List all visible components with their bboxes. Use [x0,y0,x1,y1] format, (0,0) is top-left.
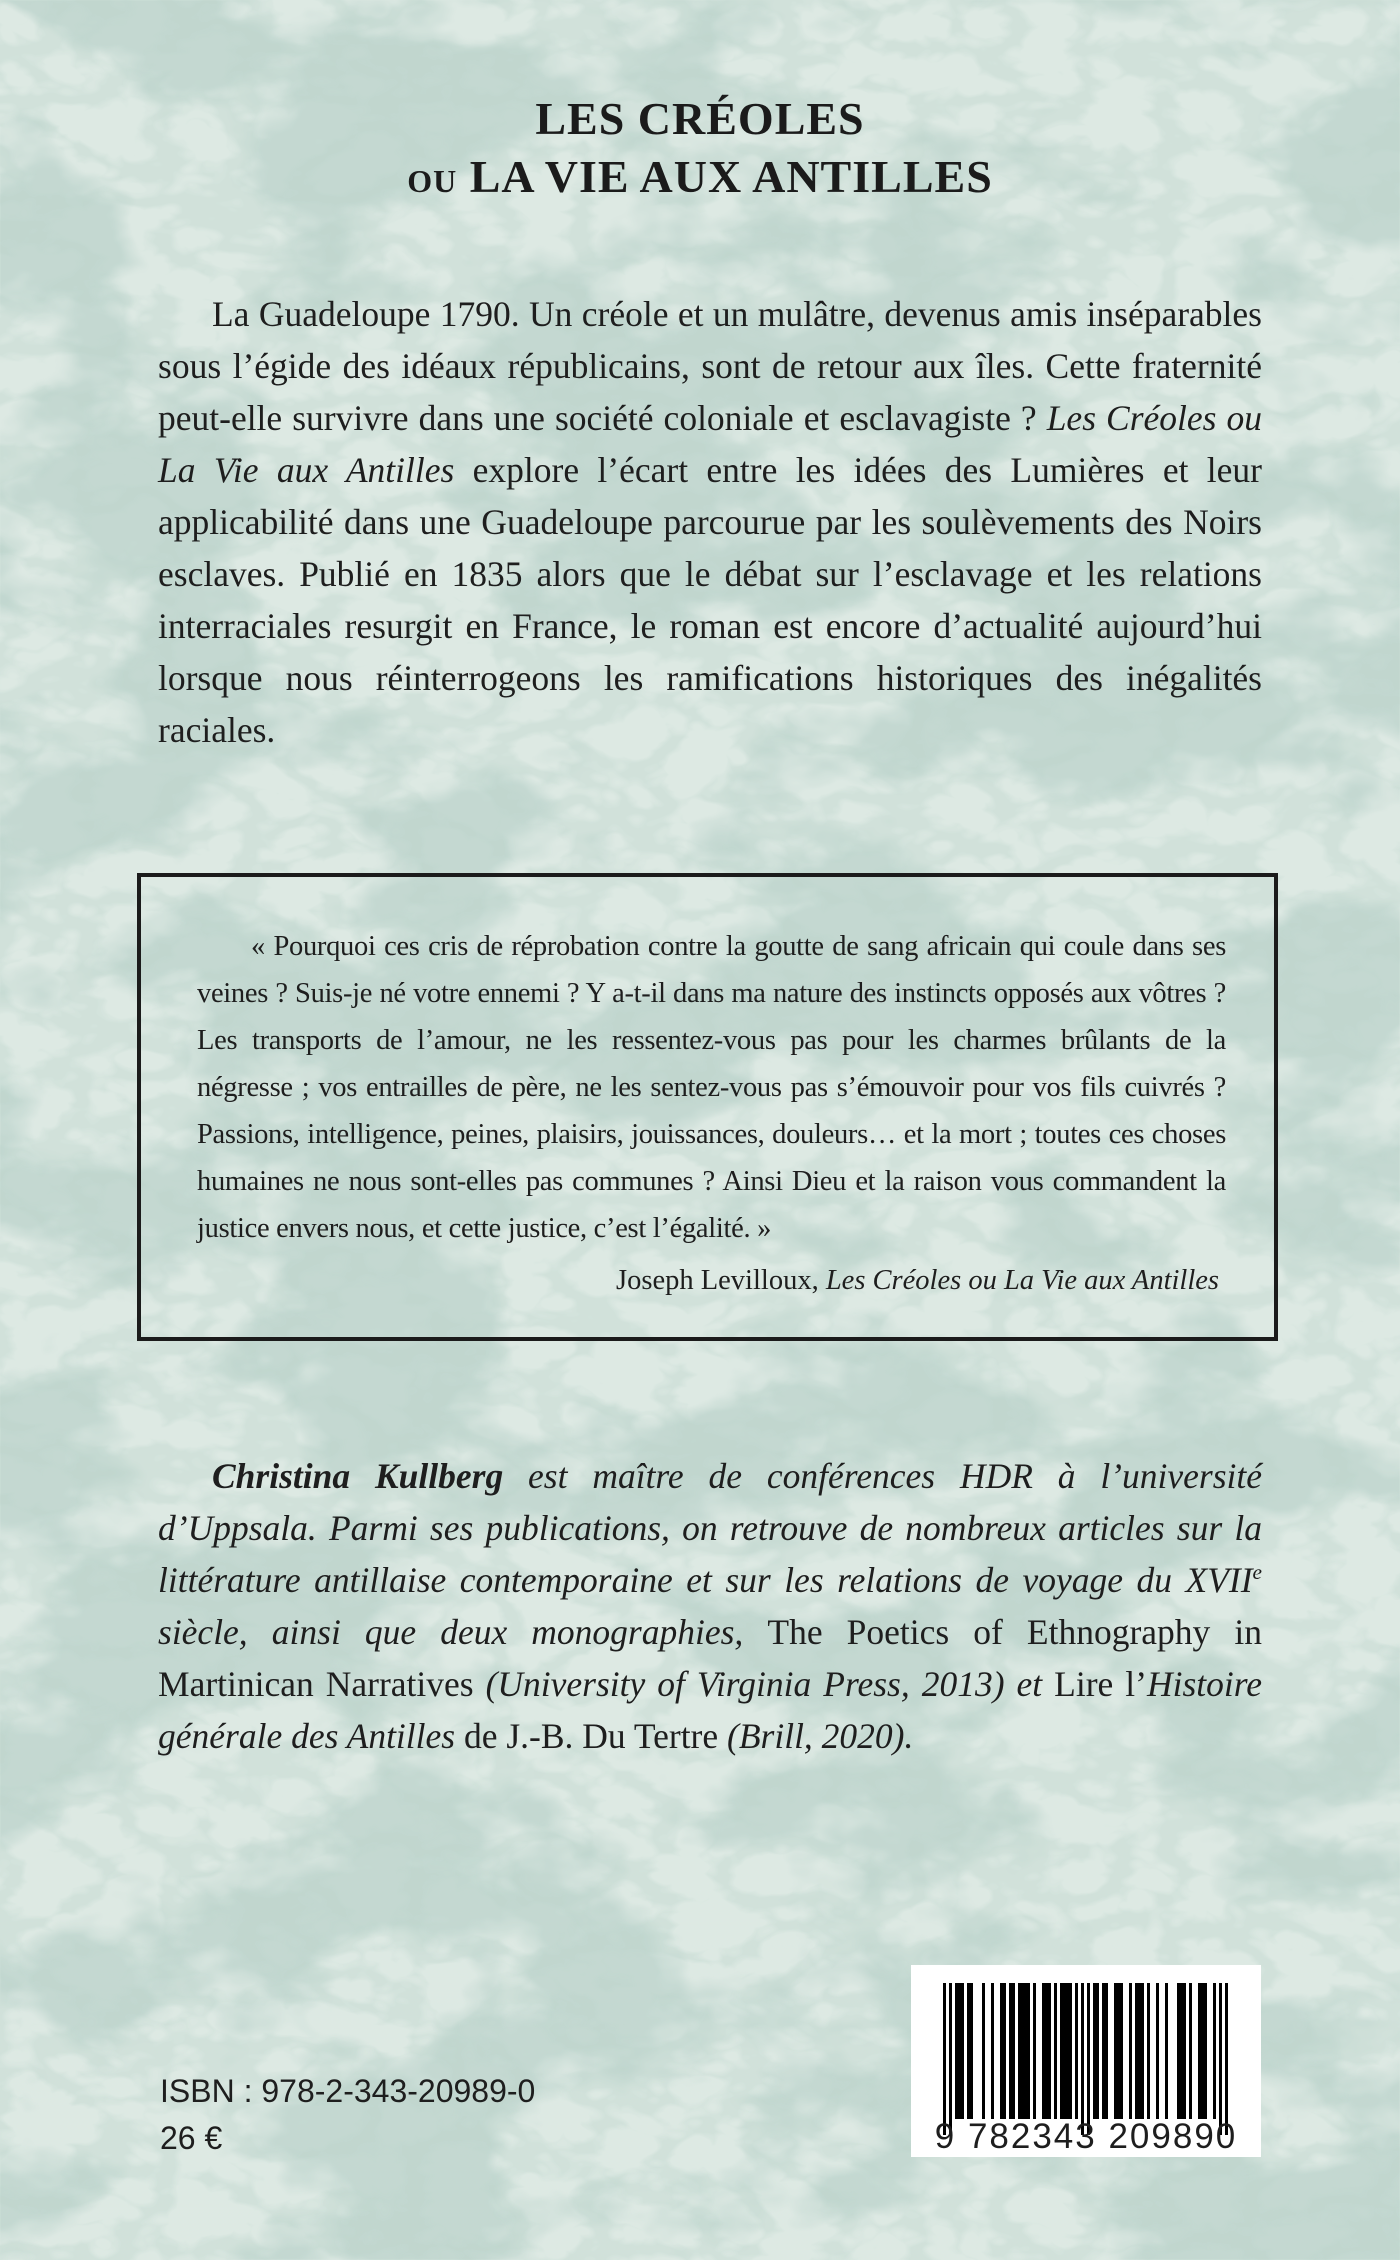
barcode-bar [1012,1983,1015,2119]
barcode-bar [1081,1983,1084,2135]
barcode-bar [1066,1983,1069,2119]
title-line-1: LES CRÉOLES [535,93,865,144]
barcode-digits: 9 782343 209890 [934,2117,1238,2156]
barcode [911,1965,1261,2157]
quote-author: Joseph Levilloux, [616,1265,826,1296]
barcode-bar [1102,1983,1105,2119]
barcode-bar [1054,1983,1057,2119]
barcode-bar [1177,1983,1180,2119]
barcode-bar [1000,1983,1003,2119]
barcode-bar [1096,1983,1099,2119]
barcode-bar [1138,1983,1141,2119]
barcode-bar [1024,1983,1027,2119]
barcode-bar [943,1983,946,2135]
barcode-bar [1105,1983,1108,2119]
barcode-bar [1189,1983,1192,2119]
barcode-bar [1156,1983,1159,2119]
blurb-book-title: Les Créoles ou La Vie aux Antilles [158,398,1263,490]
barcode-bar [1042,1983,1045,2119]
bio-and: et [1004,1664,1055,1704]
bio-book-1: The Poetics of Ethnography in Martinican Narratives [158,1612,1262,1704]
bio-superscript: e [1252,1560,1262,1585]
barcode-bar [1045,1983,1048,2119]
barcode-bar [1117,1983,1120,2119]
blurb-text-2: explore l’écart entre les idées des Lumières et leur applicabilité dans une Guadeloupe parcourue par les soulèvements des Noirs esclaves. Publié en 1835 alors que le débat sur l’esclavage et les relations interraciales resurgit en France, le roman est encore d’actualité aujourd’hui lorsque nous réinterrogeons les ramifications historiques des inégalités raciales. [158,450,1262,750]
barcode-bar [1063,1983,1066,2119]
barcode-bar [982,1983,985,2119]
quote-box [137,873,1278,1341]
barcode-bar [1183,1983,1186,2119]
barcode-bar [1120,1983,1123,2119]
barcode-bar [1060,1983,1063,2119]
barcode-bar [1129,1983,1132,2119]
author-name: Christina Kullberg [212,1456,504,1496]
bio-publisher-2: (Brill, 2020). [718,1716,914,1756]
quote-attribution [616,1265,1219,1297]
barcode-bar [967,1983,970,2119]
quote-source: Les Créoles ou La Vie aux Antilles [825,1265,1219,1296]
barcode-bar [958,1983,961,2119]
bio-book-2a: Lire l’ [1054,1664,1147,1704]
barcode-bar [1180,1983,1183,2119]
bio-book-2c: de J.-B. Du Tertre [455,1716,719,1756]
barcode-bar [1219,1983,1222,2135]
title-ou: OU [407,163,458,199]
barcode-bar [1213,1983,1216,2119]
bio-text-1: est maître de conférences HDR à l’université d’Uppsala. Parmi ses publications, on retrouve de nombreux articles sur la littérature antillaise contemporaine et sur les relations de voyage du XVII [158,1456,1262,1600]
quote-text: « Pourquoi ces cris de réprobation contre la goutte de sang africain qui coule dans ses veines ? Suis-je né votre ennemi ? Y a-t-il dans ma nature des instincts opposés aux vôtres ? Les transports de l’amour, ne les ressentez-vous pas pour les charmes brûlants de la négresse ; vos entrailles de père, ne les sentez-vous pas s’émouvoir pour vos fils cuivrés ? Passions, intelligence, peines, plaisirs, jouissances, douleurs… et la mort ; toutes ces choses humaines ne nous sont-elles pas communes ? Ainsi Dieu et la raison vous commandent la justice envers nous, et cette justice, c’est l’égalité. » [197,931,1226,1244]
barcode-bar [991,1983,994,2119]
barcode-bar [970,1983,973,2119]
barcode-bar [1201,1983,1204,2119]
barcode-bar [1165,1983,1168,2119]
barcode-bar [1087,1983,1090,2135]
barcode-bar [1033,1983,1036,2119]
bio-book-2b: Histoire générale des Antilles [158,1664,1263,1756]
barcode-bar [961,1983,964,2119]
barcode-bar [955,1983,958,2119]
bio-text-2: siècle, ainsi que deux monographies, [158,1612,768,1652]
barcode-bar [1069,1983,1072,2119]
blurb-text-1: La Guadeloupe 1790. Un créole et un mulâtre, devenus amis inséparables sous l’égide des idéaux républicains, sont de retour aux îles. Cette fraternité peut-elle survivre dans une société coloniale et esclavagiste ? [158,294,1262,438]
price: 26 € [160,2120,223,2156]
barcode-bar [1075,1983,1078,2119]
barcode-bar [1048,1983,1051,2119]
barcode-bar [1003,1983,1006,2119]
barcode-bar [1114,1983,1117,2119]
barcode-bar [949,1983,952,2135]
title-line-2 [0,150,1400,203]
barcode-bar [1021,1983,1024,2119]
barcode-bar [1009,1983,1012,2119]
barcode-bar [1198,1983,1201,2119]
barcode-bar [1027,1983,1030,2119]
barcode-bar [1147,1983,1150,2119]
barcode-bar [1018,1983,1021,2119]
title-main: LA VIE AUX ANTILLES [469,151,993,202]
author-bio [158,1450,1262,1762]
barcode-bar [1135,1983,1138,2119]
barcode-bar [1141,1983,1144,2119]
barcode-bar [1225,1983,1228,2135]
bio-publisher-1: (University of Virginia Press, 2013) [473,1664,1005,1704]
barcode-bar [1093,1983,1096,2119]
blurb-paragraph [158,288,1262,756]
isbn: ISBN : 978-2-343-20989-0 [160,2073,536,2109]
barcode-bar [1204,1983,1207,2119]
